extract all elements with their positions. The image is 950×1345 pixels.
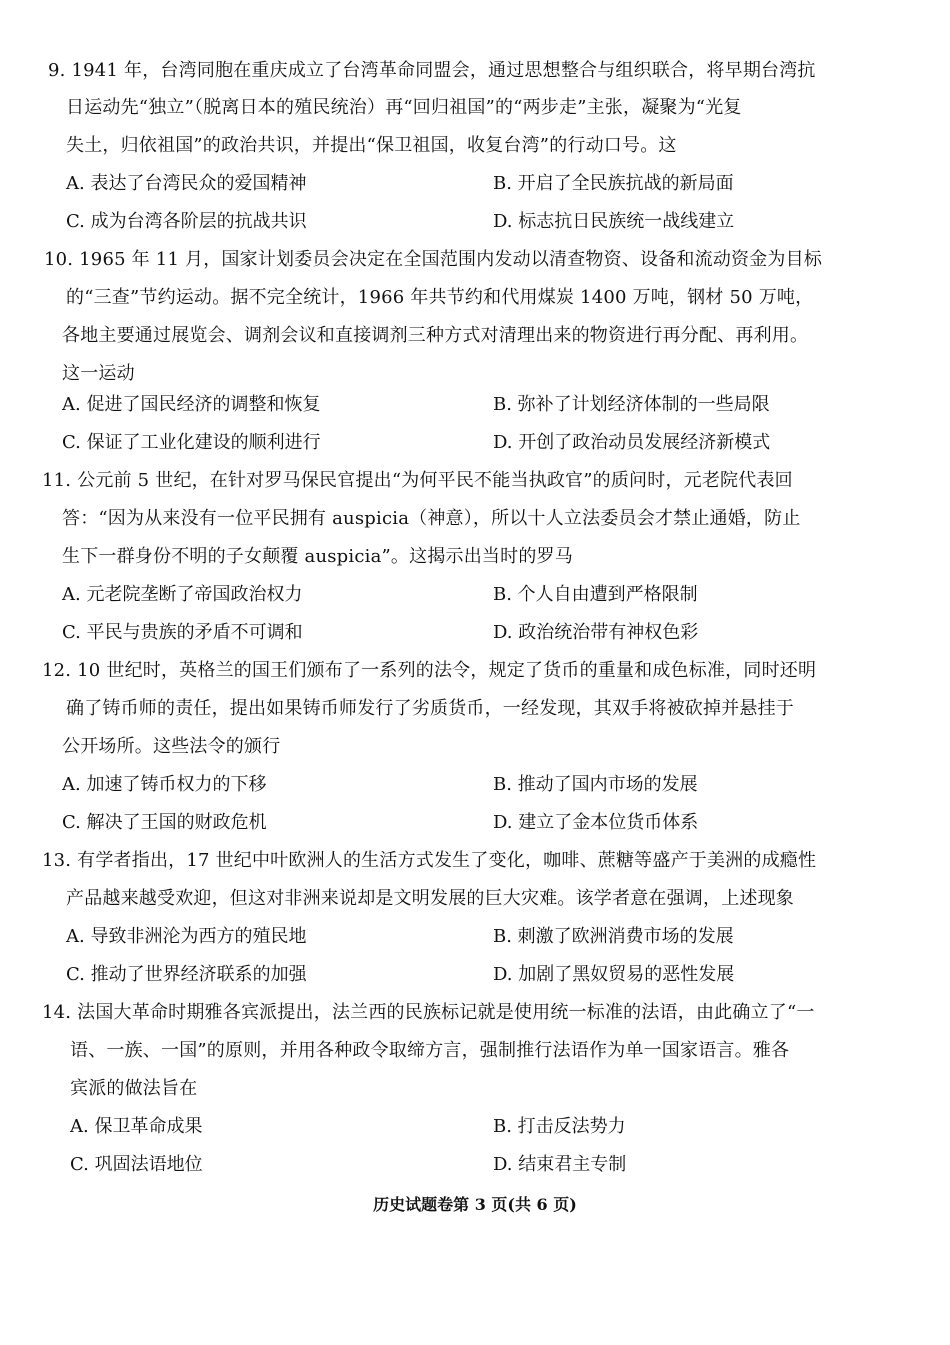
option-c: C. 巩固法语地位 (70, 1154, 203, 1175)
option-d: D. 建立了金本位货币体系 (493, 812, 699, 833)
option-b: B. 刺激了欧洲消费市场的发展 (493, 926, 734, 947)
option-b: B. 个人自由遭到严格限制 (493, 584, 698, 605)
option-c: C. 平民与贵族的矛盾不可调和 (62, 622, 303, 643)
question-stem-line: 这一运动 (62, 363, 135, 384)
option-c: C. 解决了王国的财政危机 (62, 812, 267, 833)
question-stem-line: 13. 有学者指出，17 世纪中叶欧洲人的生活方式发生了变化，咖啡、蔗糖等盛产于美洲的成瘾性 (42, 850, 817, 871)
option-c: C. 保证了工业化建设的顺利进行 (62, 432, 321, 453)
option-a: A. 表达了台湾民众的爱国精神 (66, 173, 307, 194)
option-a: A. 促进了国民经济的调整和恢复 (62, 394, 321, 415)
question-stem-line: 生下一群身份不明的子女颠覆 auspicia”。这揭示出当时的罗马 (62, 546, 573, 567)
option-c: C. 推动了世界经济联系的加强 (66, 964, 307, 985)
option-c: C. 成为台湾各阶层的抗战共识 (66, 211, 307, 232)
option-b: B. 弥补了计划经济体制的一些局限 (493, 394, 770, 415)
option-d: D. 标志抗日民族统一战线建立 (493, 211, 735, 232)
question-stem-line: 12. 10 世纪时，英格兰的国王们颁布了一系列的法令，规定了货币的重量和成色标准，同时还明 (42, 660, 817, 681)
option-b: B. 打击反法势力 (493, 1116, 626, 1137)
question-stem-line: 确了铸币师的责任，提出如果铸币师发行了劣质货币，一经发现，其双手将被砍掉并悬挂于 (66, 698, 794, 719)
question-stem-line: 宾派的做法旨在 (70, 1078, 198, 1099)
question-stem-line: 10. 1965 年 11 月，国家计划委员会决定在全国范围内发动以清查物资、设备和流动资金为目标 (44, 249, 823, 270)
question-stem-line: 9. 1941 年，台湾同胞在重庆成立了台湾革命同盟会，通过思想整合与组织联合，将早期台湾抗 (48, 60, 816, 81)
question-stem-line: 各地主要通过展览会、调剂会议和直接调剂三种方式对清理出来的物资进行再分配、再利用。 (62, 325, 809, 346)
option-d: D. 开创了政治动员发展经济新模式 (493, 432, 771, 453)
option-b: B. 开启了全民族抗战的新局面 (493, 173, 734, 194)
question-stem-line: 公开场所。这些法令的颁行 (62, 736, 281, 757)
option-a: A. 保卫革命成果 (70, 1116, 203, 1137)
option-d: D. 加剧了黑奴贸易的恶性发展 (493, 964, 735, 985)
page-footer: 历史试题卷第 3 页(共 6 页) (373, 1195, 577, 1214)
option-a: A. 导致非洲沦为西方的殖民地 (66, 926, 307, 947)
question-stem-line: 14. 法国大革命时期雅各宾派提出，法兰西的民族标记就是使用统一标准的法语，由此确立了“一 (42, 1002, 815, 1023)
question-stem-line: 产品越来越受欢迎，但这对非洲来说却是文明发展的巨大灾难。该学者意在强调，上述现象 (66, 888, 794, 909)
option-b: B. 推动了国内市场的发展 (493, 774, 698, 795)
question-stem-line: 答：“因为从来没有一位平民拥有 auspicia（神意），所以十人立法委员会才禁止通婚，防止 (62, 508, 801, 529)
option-d: D. 政治统治带有神权色彩 (493, 622, 699, 643)
option-d: D. 结束君主专制 (493, 1154, 627, 1175)
question-stem-line: 日运动先“独立”（脱离日本的殖民统治）再“回归祖国”的“两步走”主张，凝聚为“光复 (66, 97, 742, 118)
question-stem-line: 11. 公元前 5 世纪，在针对罗马保民官提出“为何平民不能当执政官”的质问时，元老院代表回 (42, 470, 793, 491)
question-stem-line: 语、一族、一国”的原则，并用各种政令取缔方言，强制推行法语作为单一国家语言。雅各 (70, 1040, 790, 1061)
option-a: A. 加速了铸币权力的下移 (62, 774, 267, 795)
question-stem-line: 的“三查”节约运动。据不完全统计，1966 年共节约和代用煤炭 1400 万吨，钢材 50 万吨， (66, 287, 814, 308)
option-a: A. 元老院垄断了帝国政治权力 (62, 584, 303, 605)
question-stem-line: 失土，归依祖国”的政治共识，并提出“保卫祖国，收复台湾”的行动口号。这 (66, 135, 677, 156)
